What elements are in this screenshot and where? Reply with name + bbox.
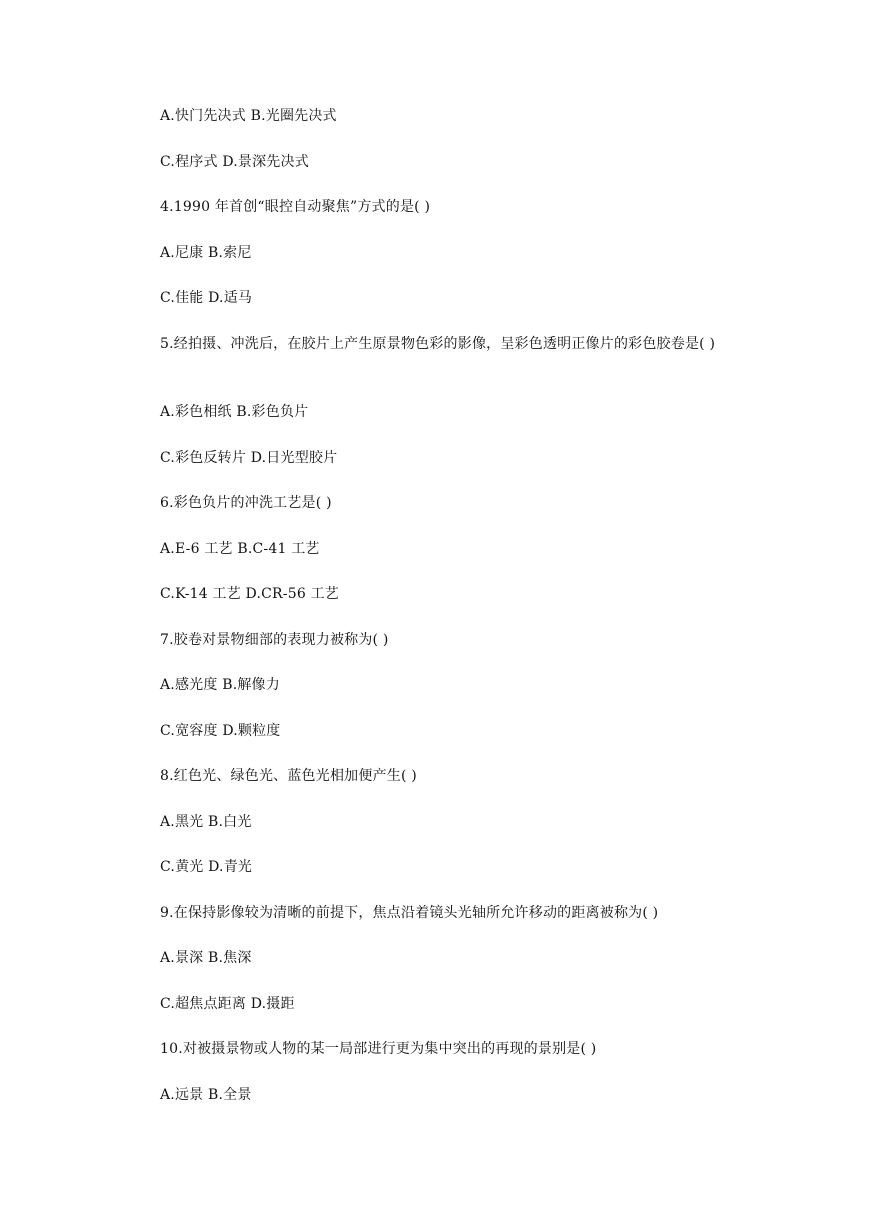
question-10: 10.对被摄景物或人物的某一局部进行更为集中突出的再现的景别是( ) [160,1041,597,1057]
q9-options-ab: A.景深 B.焦深 [160,950,252,966]
question-8: 8.红色光、绿色光、蓝色光相加便产生( ) [160,768,417,784]
q3-options-ab: A.快门先决式 B.光圈先决式 [160,108,337,124]
q3-options-cd: C.程序式 D.景深先决式 [160,154,309,170]
question-4: 4.1990 年首创“眼控自动聚焦”方式的是( ) [160,199,431,215]
q8-options-cd: C.黄光 D.青光 [160,859,253,875]
question-6: 6.彩色负片的冲洗工艺是( ) [160,495,332,511]
question-7: 7.胶卷对景物细部的表现力被称为( ) [160,632,389,648]
q5-options-cd: C.彩色反转片 D.日光型胶片 [160,450,338,466]
q4-options-cd: C.佳能 D.适马 [160,290,253,306]
q5-options-ab: A.彩色相纸 B.彩色负片 [160,404,309,420]
q6-options-cd: C.K-14 工艺 D.CR-56 工艺 [160,586,339,602]
question-9: 9.在保持影像较为清晰的前提下，焦点沿着镜头光轴所允许移动的距离被称为( ) [160,905,659,921]
q4-options-ab: A.尼康 B.索尼 [160,245,252,261]
q8-options-ab: A.黑光 B.白光 [160,814,252,830]
q10-options-ab: A.远景 B.全景 [160,1087,252,1103]
q6-options-ab: A.E-6 工艺 B.C-41 工艺 [160,541,320,557]
q7-options-cd: C.宽容度 D.颗粒度 [160,723,281,739]
question-5: 5.经拍摄、冲洗后，在胶片上产生原景物色彩的影像，呈彩色透明正像片的彩色胶卷是( ) [160,336,716,352]
q7-options-ab: A.感光度 B.解像力 [160,677,280,693]
q9-options-cd: C.超焦点距离 D.摄距 [160,996,295,1012]
